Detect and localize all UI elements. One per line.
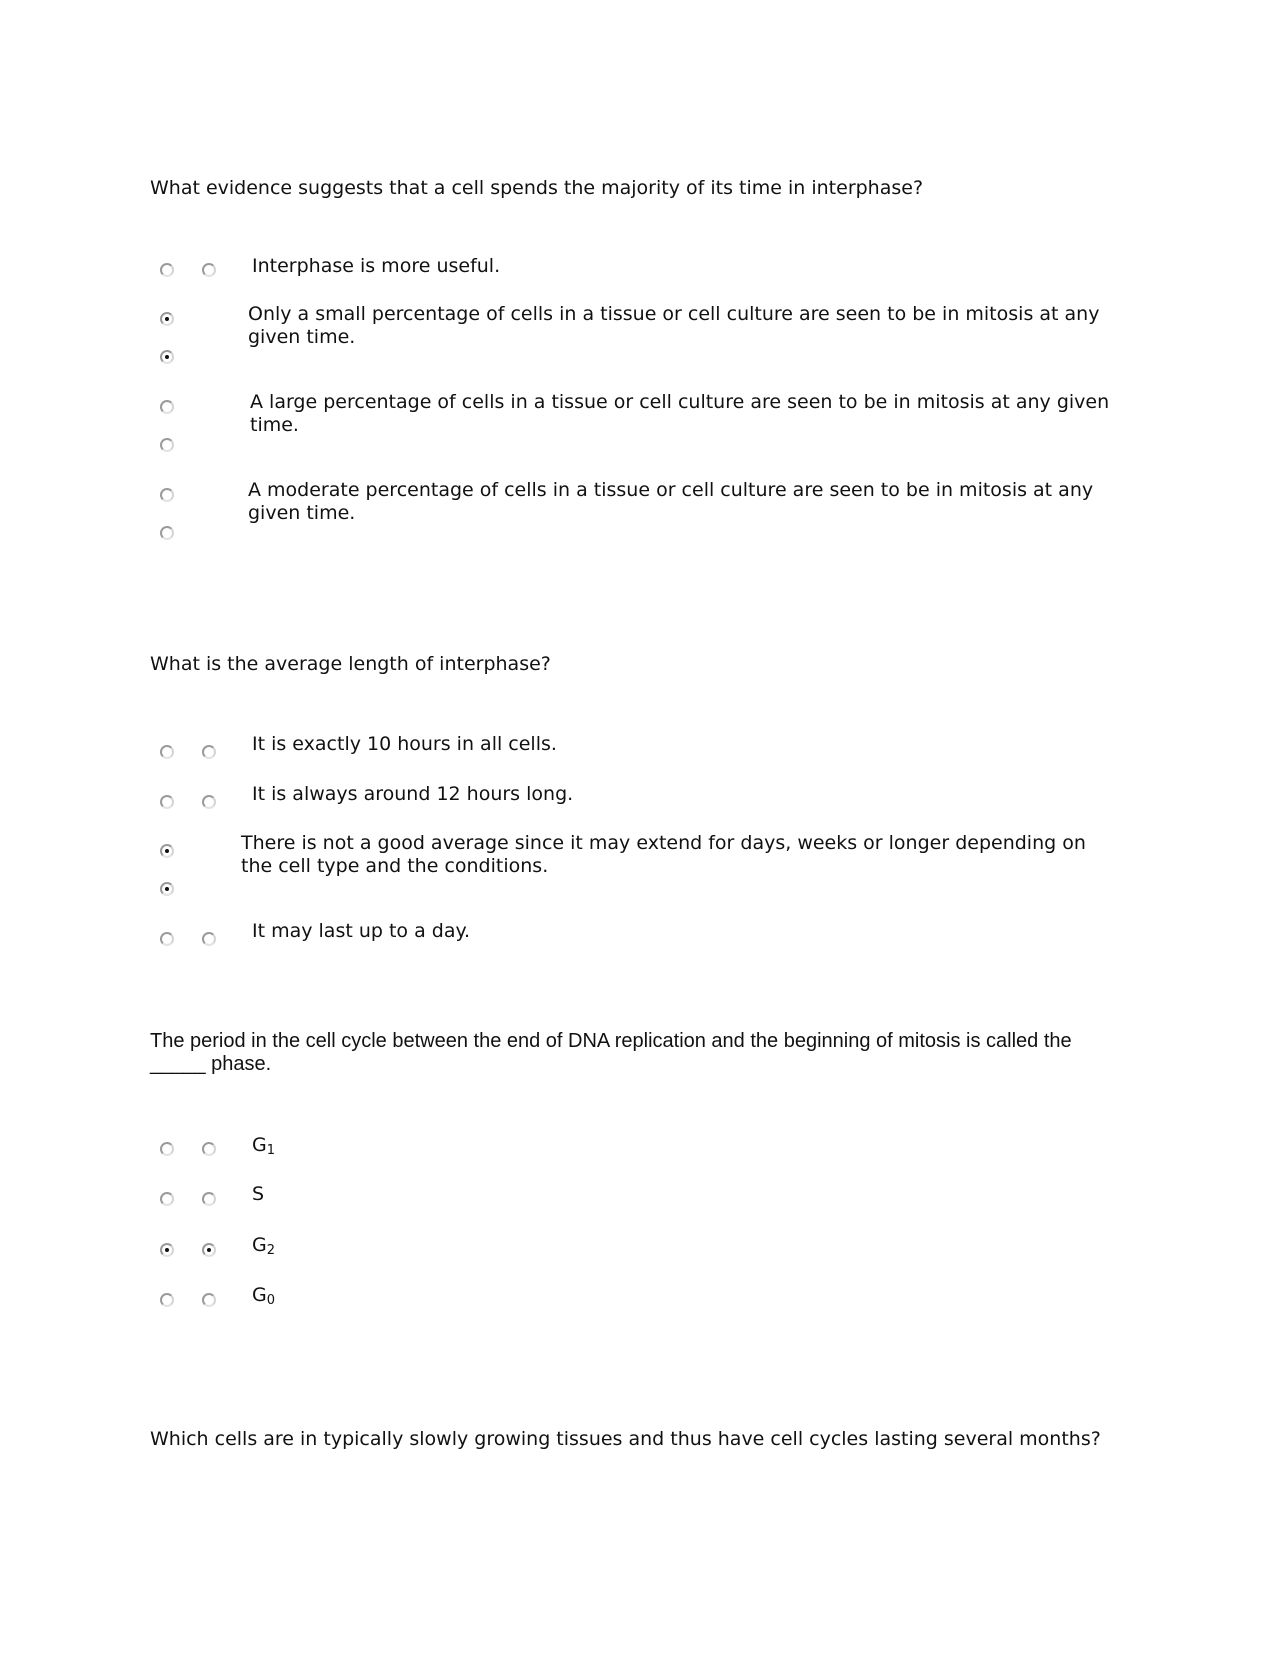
q3-option-4-label-main: G <box>252 1284 267 1306</box>
q1-option-2-label: Only a small percentage of cells in a tissue or cell culture are seen to be in mitosis at any given time. <box>248 303 1100 348</box>
q2-option-1-radio-b[interactable] <box>202 745 216 759</box>
q1-option-2-radio-a[interactable] <box>160 312 174 326</box>
q2-option-3-radio-b[interactable] <box>160 882 174 896</box>
question-1-text: What evidence suggests that a cell spends the majority of its time in interphase? <box>150 177 924 199</box>
question-2-text: What is the average length of interphase? <box>150 653 551 675</box>
q3-option-3-label-sub: 2 <box>266 1243 276 1258</box>
q1-option-1-label: Interphase is more useful. <box>252 255 501 277</box>
q2-option-1-radio-a[interactable] <box>160 745 174 759</box>
q3-option-3-label <box>252 1234 275 1262</box>
q2-option-1-label: It is exactly 10 hours in all cells. <box>252 733 557 755</box>
q1-option-3-radio-a[interactable] <box>160 400 174 414</box>
q3-option-4-radio-a[interactable] <box>160 1293 174 1307</box>
q1-option-4-radio-a[interactable] <box>160 488 174 502</box>
q2-option-3-label: There is not a good average since it may extend for days, weeks or longer depending on the cell type and the conditions. <box>241 832 1086 877</box>
q3-option-4-radio-b[interactable] <box>202 1293 216 1307</box>
q3-option-1-radio-a[interactable] <box>160 1142 174 1156</box>
q3-option-2-radio-a[interactable] <box>160 1192 174 1206</box>
q3-option-4-label-sub: 0 <box>266 1293 276 1308</box>
q1-option-1-radio-b[interactable] <box>202 263 216 277</box>
q2-option-2-radio-b[interactable] <box>202 795 216 809</box>
q3-option-1-label <box>252 1134 275 1162</box>
q2-option-3-radio-a[interactable] <box>160 844 174 858</box>
q3-option-4-label <box>252 1284 275 1312</box>
q3-option-1-label-sub: 1 <box>266 1143 276 1158</box>
q3-option-1-label-main: G <box>252 1134 267 1156</box>
q2-option-4-radio-b[interactable] <box>202 932 216 946</box>
q1-option-1-radio-a[interactable] <box>160 263 174 277</box>
q2-option-4-radio-a[interactable] <box>160 932 174 946</box>
q3-option-1-radio-b[interactable] <box>202 1142 216 1156</box>
q1-option-2-radio-b[interactable] <box>160 350 174 364</box>
q2-option-4-label: It may last up to a day. <box>252 920 471 942</box>
q3-option-2-radio-b[interactable] <box>202 1192 216 1206</box>
q1-option-4-radio-b[interactable] <box>160 526 174 540</box>
q1-option-3-radio-b[interactable] <box>160 438 174 452</box>
q2-option-2-label: It is always around 12 hours long. <box>252 783 574 805</box>
q3-option-2-label: S <box>252 1183 265 1205</box>
q3-option-3-label-main: G <box>252 1234 267 1256</box>
q1-option-3-label: A large percentage of cells in a tissue or cell culture are seen to be in mitosis at any given time. <box>250 391 1110 436</box>
q3-option-3-radio-b[interactable] <box>202 1243 216 1257</box>
q1-option-4-label: A moderate percentage of cells in a tissue or cell culture are seen to be in mitosis at any given time. <box>248 479 1094 524</box>
question-4-text: Which cells are in typically slowly growing tissues and thus have cell cycles lasting several months? <box>150 1428 1101 1450</box>
q3-option-3-radio-a[interactable] <box>160 1243 174 1257</box>
q2-option-2-radio-a[interactable] <box>160 795 174 809</box>
question-3-text: The period in the cell cycle between the end of DNA replication and the beginning of mitosis is called the _____ phase. <box>150 1030 1072 1075</box>
